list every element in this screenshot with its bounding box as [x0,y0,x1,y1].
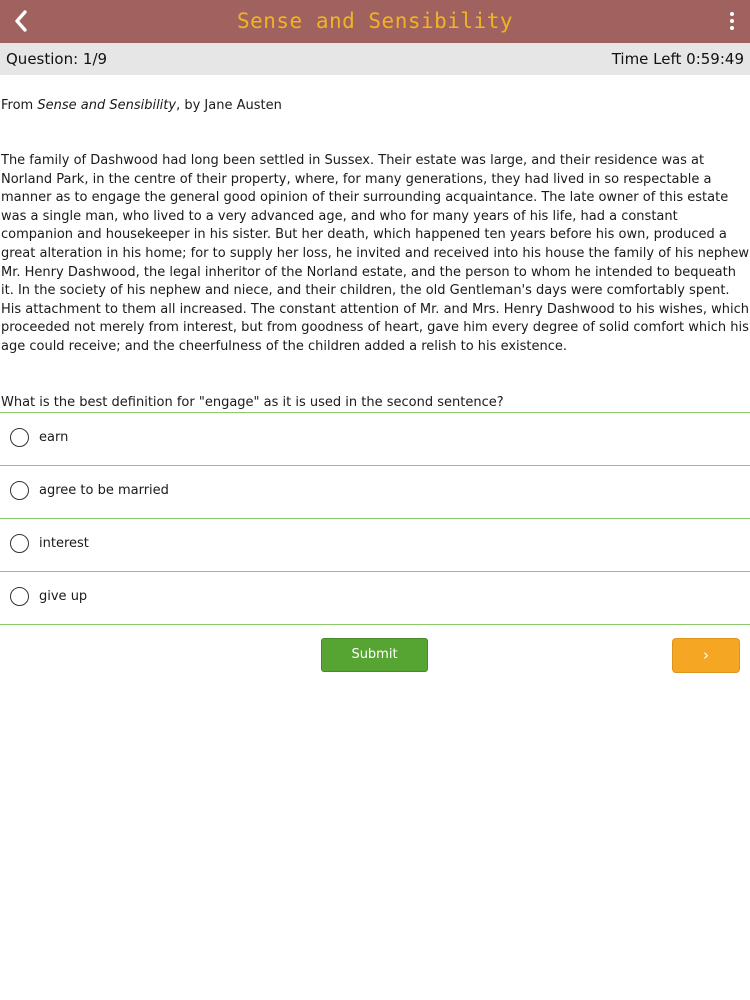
answer-option-label: give up [39,589,88,604]
question-counter: Question: 1/9 [6,50,108,68]
reading-passage: The family of Dashwood had long been settled in Sussex. Their estate was large, and their residence was at Norland Park, in the centre of their property, where, for many generations, they had lived in so respectable a manner as to engage the general good opinion of their surrounding acquaintance. The late owner of this estate was a single man, who lived to a very advanced age, and who for many years of his life, had a constant companion and housekeeper in his sister. But her death, which happened ten years before his own, produced a great alteration in his home; for to supply her loss, he invited and received into his house the family of his nephew Mr. Henry Dashwood, the legal inheritor of the Norland estate, and the person to whom he intended to bequeath it. In the society of his nephew and niece, and their children, the old Gentleman's days were comfortably spent. His attachment to them all increased. The constant attention of Mr. and Mrs. Henry Dashwood to his wishes, which proceeded not merely from interest, but from goodness of heart, gave him every degree of solid comfort which his age could receive; and the cheerfulness of the children added a relish to his existence. [1,153,749,354]
quiz-status-bar [0,43,750,75]
submit-button[interactable]: Submit [321,638,428,672]
more-vertical-icon [730,12,734,16]
radio-button[interactable] [10,428,29,447]
radio-button[interactable] [10,587,29,606]
question-prompt: What is the best definition for "engage" as it is used in the second sentence? [1,395,504,410]
app-bar [0,0,750,43]
app-title: Sense and Sensibility [236,9,513,33]
overflow-menu-button[interactable] [724,8,740,34]
answer-option[interactable] [0,466,750,519]
answer-option-label: interest [39,536,89,551]
answer-options [0,412,750,625]
passage-source [1,97,282,116]
source-author: , by Jane Austen [176,98,282,113]
answer-option[interactable] [0,413,750,466]
answer-option-label: earn [39,430,69,445]
more-vertical-icon-dot [730,19,734,23]
source-work-title: Sense and Sensibility [37,98,177,113]
source-prefix: From [1,98,38,113]
more-vertical-icon-dot [730,26,734,30]
answer-option-label: agree to be married [39,483,169,498]
radio-button[interactable] [10,534,29,553]
next-question-button[interactable]: › [672,638,740,673]
answer-option[interactable] [0,572,750,625]
answer-option[interactable] [0,519,750,572]
radio-button[interactable] [10,481,29,500]
time-left: Time Left 0:59:49 [611,50,744,68]
